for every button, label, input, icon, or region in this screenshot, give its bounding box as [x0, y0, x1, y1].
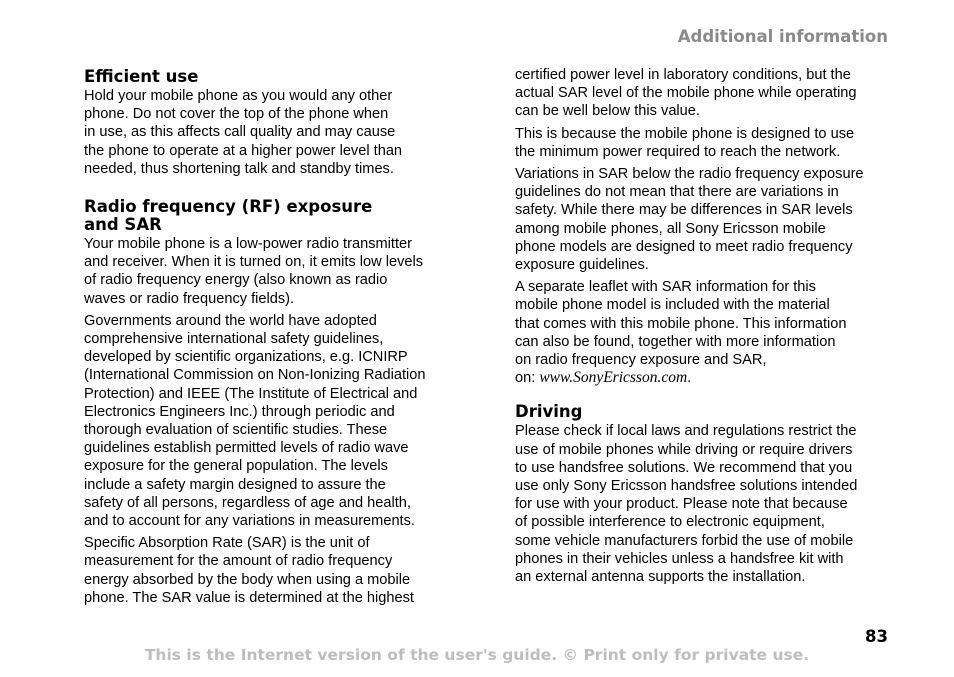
driving-heading: Driving: [515, 402, 583, 422]
footer-notice: This is the Internet version of the user's guide. © Print only for private use.: [144, 646, 810, 664]
text-line: to use handsfree solutions. We recommend that you: [515, 459, 853, 476]
text-line: on radio frequency exposure and SAR,: [515, 352, 767, 369]
text-line: and receiver. When it is turned on, it emits low levels: [84, 254, 424, 271]
text-line: A separate leaflet with SAR information for this: [515, 279, 816, 296]
text-line: include a safety margin designed to assure the: [84, 476, 386, 493]
text-line: energy absorbed by the body when using a mobile: [84, 571, 411, 588]
rf-exposure-heading-line2: and SAR: [84, 215, 162, 235]
website-link[interactable]: www.SonyEricsson.com: [539, 369, 688, 387]
text-line: This is because the mobile phone is designed to use: [515, 125, 855, 142]
text-line: for use with your product. Please note that because: [515, 496, 848, 513]
text-line: Your mobile phone is a low-power radio transmitter: [84, 236, 412, 253]
text-line: (International Commission on Non-Ionizing Radiation: [84, 367, 426, 384]
text-line: Governments around the world have adopted: [84, 312, 377, 329]
rf-paragraph-3: [84, 534, 458, 607]
text-line: [515, 369, 893, 387]
rf-exposure-heading-line1: Radio frequency (RF) exposure: [84, 197, 373, 217]
text-line: safety of all persons, regardless of age and health,: [84, 494, 411, 511]
text-line: exposure for the general population. The levels: [84, 458, 388, 475]
text-line: comprehensive international safety guidelines,: [84, 331, 384, 348]
text-line: Variations in SAR below the radio frequency exposure: [515, 166, 864, 183]
text-line: safety. While there may be differences in SAR levels: [515, 202, 853, 219]
right-column: [515, 66, 893, 590]
text-line: waves or radio frequency fields).: [84, 290, 295, 307]
text-line: guidelines do not mean that there are variations in: [515, 184, 839, 201]
text-line: Electronics Engineers Inc.) through periodic and: [84, 403, 395, 420]
sar-paragraph-2: [515, 125, 893, 161]
text-line: that comes with this mobile phone. This information: [515, 315, 847, 332]
text-line: use only Sony Ericsson handsfree solutions intended: [515, 478, 858, 495]
text-line: mobile phone model is included with the material: [515, 297, 830, 314]
text-line: thorough evaluation of scientific studies. These: [84, 422, 388, 439]
section-header: Additional information: [677, 27, 888, 46]
rf-paragraph-1: [84, 235, 458, 308]
text-line: of possible interference to electronic equipment,: [515, 514, 825, 531]
sar-paragraph-3: [515, 165, 893, 274]
efficient-use-heading: Efficient use: [84, 67, 199, 86]
page-number: 83: [865, 627, 888, 646]
text-line: use of mobile phones while driving or require drivers: [515, 441, 853, 458]
efficient-use-paragraph: [84, 87, 458, 178]
driving-paragraph: [515, 422, 893, 586]
text-line: can be well below this value.: [515, 103, 700, 120]
rf-exposure-heading: [84, 198, 458, 234]
text-line: the phone to operate at a higher power level than: [84, 142, 403, 159]
text-line: some vehicle manufacturers forbid the use of mobile: [515, 532, 854, 549]
text-line: needed, thus shortening talk and standby times.: [84, 160, 394, 177]
text-line: Protection) and IEEE (The Institute of Electrical and: [84, 385, 418, 402]
text-line: exposure guidelines.: [515, 257, 649, 274]
text-line: Please check if local laws and regulations restrict the: [515, 423, 857, 440]
sar-paragraph-4: [515, 278, 893, 387]
url-prefix: on:: [515, 370, 540, 387]
url-suffix: .: [687, 370, 692, 387]
text-line: and to account for any variations in measurements.: [84, 513, 415, 530]
text-line: phone models are designed to meet radio frequency: [515, 238, 853, 255]
text-line: can also be found, together with more information: [515, 333, 836, 350]
text-line: in use, as this affects call quality and may cause: [84, 124, 396, 141]
text-line: measurement for the amount of radio frequency: [84, 553, 393, 570]
sar-paragraph-1: [515, 66, 893, 121]
text-line: phones in their vehicles unless a handsfree kit with: [515, 550, 844, 567]
text-line: the minimum power required to reach the network.: [515, 143, 841, 160]
left-column: [84, 66, 458, 611]
text-line: Hold your mobile phone as you would any other: [84, 88, 393, 104]
text-line: phone. Do not cover the top of the phone when: [84, 106, 389, 123]
rf-paragraph-2: [84, 312, 458, 530]
text-line: certified power level in laboratory conditions, but the: [515, 67, 851, 83]
text-line: actual SAR level of the mobile phone while operating: [515, 85, 857, 102]
text-line: an external antenna supports the installation.: [515, 569, 806, 586]
text-line: among mobile phones, all Sony Ericsson mobile: [515, 220, 826, 237]
text-line: Specific Absorption Rate (SAR) is the unit of: [84, 535, 370, 552]
text-line: developed by scientific organizations, e.g. ICNIRP: [84, 349, 408, 366]
text-line: guidelines establish permitted levels of radio wave: [84, 440, 409, 457]
text-line: of radio frequency energy (also known as radio: [84, 272, 388, 289]
text-line: phone. The SAR value is determined at the highest: [84, 589, 414, 606]
